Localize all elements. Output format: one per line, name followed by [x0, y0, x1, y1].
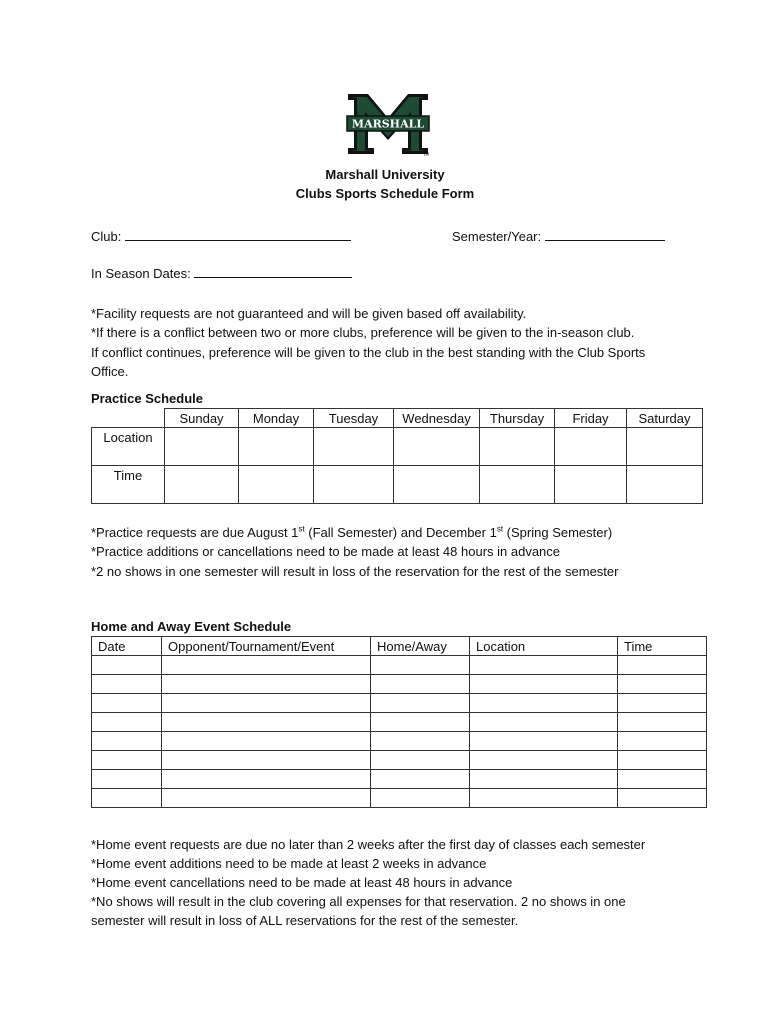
day-monday: Monday: [239, 409, 314, 428]
event-cell[interactable]: [371, 732, 470, 751]
note-practice-changes: *Practice additions or cancellations need to be made at least 48 hours in advance: [91, 544, 561, 559]
event-cell[interactable]: [92, 789, 162, 808]
table-row: [92, 732, 707, 751]
event-cell[interactable]: [470, 694, 618, 713]
practice-schedule-table: [91, 408, 703, 504]
event-schedule-title: Home and Away Event Schedule: [91, 619, 292, 634]
practice-cell[interactable]: [480, 428, 555, 466]
practice-cell[interactable]: [314, 428, 394, 466]
event-cell[interactable]: [470, 713, 618, 732]
event-cell[interactable]: [162, 751, 371, 770]
table-row: [92, 656, 707, 675]
club-input-line[interactable]: [125, 228, 351, 241]
note-no-shows: *No shows will result in the club covering all expenses for that reservation. 2 no shows in one: [91, 894, 626, 909]
event-cell[interactable]: [618, 770, 707, 789]
note-conflict: *If there is a conflict between two or more clubs, preference will be given to the in-season club.: [91, 325, 635, 340]
event-cell[interactable]: [371, 713, 470, 732]
svg-text:MARSHALL: MARSHALL: [351, 117, 425, 131]
event-cell[interactable]: [371, 789, 470, 808]
table-row: [92, 694, 707, 713]
table-row: [92, 713, 707, 732]
day-saturday: Saturday: [627, 409, 703, 428]
note-practice-no-shows: *2 no shows in one semester will result in loss of the reservation for the rest of the semester: [91, 564, 619, 579]
event-cell[interactable]: [162, 675, 371, 694]
practice-schedule-title: Practice Schedule: [91, 391, 203, 406]
event-cell[interactable]: [470, 789, 618, 808]
event-cell[interactable]: [162, 656, 371, 675]
event-cell[interactable]: [92, 694, 162, 713]
event-cell[interactable]: [92, 751, 162, 770]
note-facility: *Facility requests are not guaranteed and will be given based off availability.: [91, 306, 527, 321]
event-cell[interactable]: [371, 770, 470, 789]
club-field: [91, 228, 351, 244]
practice-cell[interactable]: [239, 428, 314, 466]
event-cell[interactable]: [92, 656, 162, 675]
event-cell[interactable]: [371, 694, 470, 713]
col-header-time: Time: [618, 637, 707, 656]
practice-cell[interactable]: [627, 428, 703, 466]
practice-cell[interactable]: [480, 466, 555, 504]
practice-cell[interactable]: [239, 466, 314, 504]
event-cell[interactable]: [470, 751, 618, 770]
event-cell[interactable]: [371, 656, 470, 675]
event-cell[interactable]: [618, 675, 707, 694]
svg-text:TM: TM: [423, 152, 429, 157]
day-sunday: Sunday: [165, 409, 239, 428]
event-cell[interactable]: [618, 656, 707, 675]
practice-cell[interactable]: [555, 428, 627, 466]
event-cell[interactable]: [618, 751, 707, 770]
event-cell[interactable]: [470, 770, 618, 789]
semester-label: Semester/Year:: [452, 229, 542, 244]
event-cell[interactable]: [162, 694, 371, 713]
club-label: Club:: [91, 229, 122, 244]
row-label-time: Time: [92, 466, 165, 504]
event-cell[interactable]: [618, 789, 707, 808]
event-cell[interactable]: [162, 732, 371, 751]
note-no-shows-continued: semester will result in loss of ALL reservations for the rest of the semester.: [91, 913, 519, 928]
event-cell[interactable]: [371, 751, 470, 770]
table-row: [92, 789, 707, 808]
practice-corner-cell: [92, 409, 165, 428]
event-cell[interactable]: [162, 770, 371, 789]
note-conflict-continued: If conflict continues, preference will be given to the club in the best standing with the Club Sports: [91, 345, 646, 360]
event-cell[interactable]: [618, 732, 707, 751]
event-cell[interactable]: [162, 713, 371, 732]
semester-field: [452, 228, 665, 244]
col-header-date: Date: [92, 637, 162, 656]
practice-cell[interactable]: [314, 466, 394, 504]
practice-cell[interactable]: [555, 466, 627, 504]
event-cell[interactable]: [470, 656, 618, 675]
note-conflict-office: Office.: [91, 364, 129, 379]
in-season-input-line[interactable]: [194, 265, 352, 278]
col-header-opponent: Opponent/Tournament/Event: [162, 637, 371, 656]
day-tuesday: Tuesday: [314, 409, 394, 428]
note-practice-due: *Practice requests are due August 1st (Fall Semester) and December 1st (Spring Semester): [91, 524, 613, 540]
practice-cell[interactable]: [165, 466, 239, 504]
university-title: Marshall University: [325, 167, 445, 182]
table-row: [92, 675, 707, 694]
event-cell[interactable]: [470, 675, 618, 694]
table-row: [92, 770, 707, 789]
practice-cell[interactable]: [165, 428, 239, 466]
in-season-label: In Season Dates:: [91, 266, 191, 281]
semester-input-line[interactable]: [545, 228, 665, 241]
marshall-logo: [346, 92, 430, 158]
day-thursday: Thursday: [480, 409, 555, 428]
event-cell[interactable]: [92, 675, 162, 694]
note-home-additions: *Home event additions need to be made at least 2 weeks in advance: [91, 856, 487, 871]
in-season-field: [91, 265, 352, 281]
day-wednesday: Wednesday: [394, 409, 480, 428]
event-cell[interactable]: [92, 713, 162, 732]
event-cell[interactable]: [470, 732, 618, 751]
event-schedule-table: [91, 636, 707, 808]
col-header-location: Location: [470, 637, 618, 656]
day-friday: Friday: [555, 409, 627, 428]
event-cell[interactable]: [618, 694, 707, 713]
event-cell[interactable]: [92, 770, 162, 789]
event-cell[interactable]: [162, 789, 371, 808]
row-label-location: Location: [92, 428, 165, 466]
form-title: Clubs Sports Schedule Form: [295, 186, 475, 201]
practice-cell[interactable]: [394, 428, 480, 466]
practice-cell[interactable]: [394, 466, 480, 504]
note-home-requests: *Home event requests are due no later than 2 weeks after the first day of classes each semester: [91, 837, 646, 852]
event-cell[interactable]: [92, 732, 162, 751]
event-cell[interactable]: [371, 675, 470, 694]
note-home-cancellations: *Home event cancellations need to be made at least 48 hours in advance: [91, 875, 513, 890]
practice-cell[interactable]: [627, 466, 703, 504]
col-header-home-away: Home/Away: [371, 637, 470, 656]
event-cell[interactable]: [618, 713, 707, 732]
table-row: [92, 751, 707, 770]
